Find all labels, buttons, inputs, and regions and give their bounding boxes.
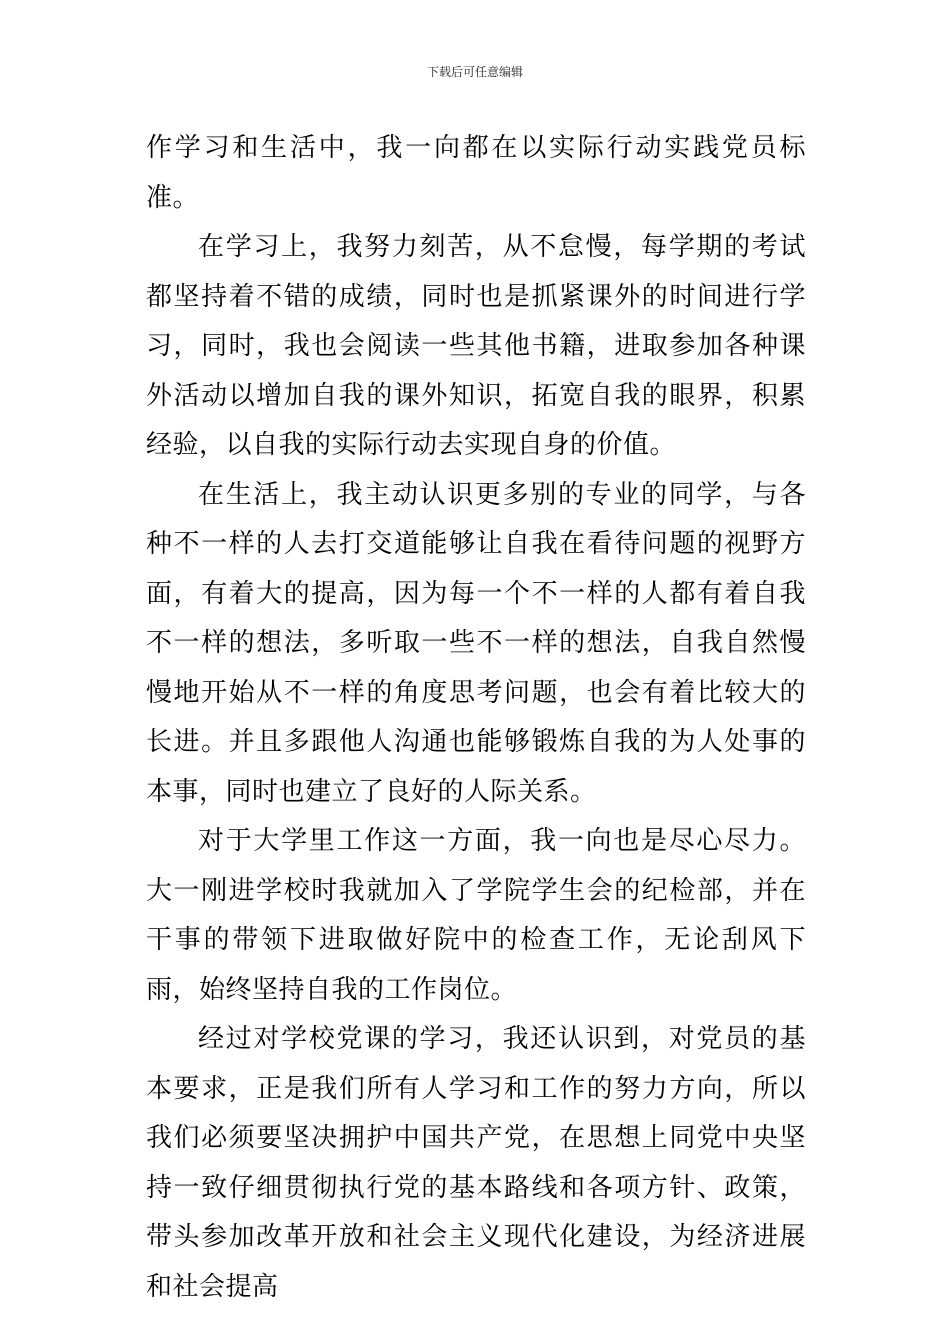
paragraph-life: 在生活上，我主动认识更多别的专业的同学，与各种不一样的人去打交道能够让自我在看待问题的视野方面，有着大的提高，因为每一个不一样的人都有着自我不一样的想法，多听取一些不一样的想法，自我自然慢慢地开始从不一样的角度思考问题，也会有着比较大的长进。并且多跟他人沟通也能够锻炼自我的为人处事的本事，同时也建立了良好的人际关系。 [146,479,806,807]
paragraph-continuation: 作学习和生活中，我一向都在以实际行动实践党员标准。 [146,133,806,213]
page-header: 下载后可任意编辑 [426,65,523,79]
paragraph-party-course: 经过对学校党课的学习，我还认识到，对党员的基本要求，正是我们所有人学习和工作的努力方向，所以我们必须要坚决拥护中国共产党，在思想上同党中央坚持一致仔细贯彻执行党的基本路线和各项方针、政策，带头参加改革开放和社会主义现代化建设，为经济进展和社会提高 [146,1024,806,1302]
paragraph-work: 对于大学里工作这一方面，我一向也是尽心尽力。大一刚进学校时我就加入了学院学生会的纪检部，并在干事的带领下进取做好院中的检查工作，无论刮风下雨，始终坚持自我的工作岗位。 [146,826,806,1005]
document-body [146,124,806,1312]
paragraph-study: 在学习上，我努力刻苦，从不怠慢，每学期的考试都坚持着不错的成绩，同时也是抓紧课外的时间进行学习，同时，我也会阅读一些其他书籍，进取参加各种课外活动以增加自我的课外知识，拓宽自我的眼界，积累经验，以自我的实际行动去实现自身的价值。 [146,232,806,460]
